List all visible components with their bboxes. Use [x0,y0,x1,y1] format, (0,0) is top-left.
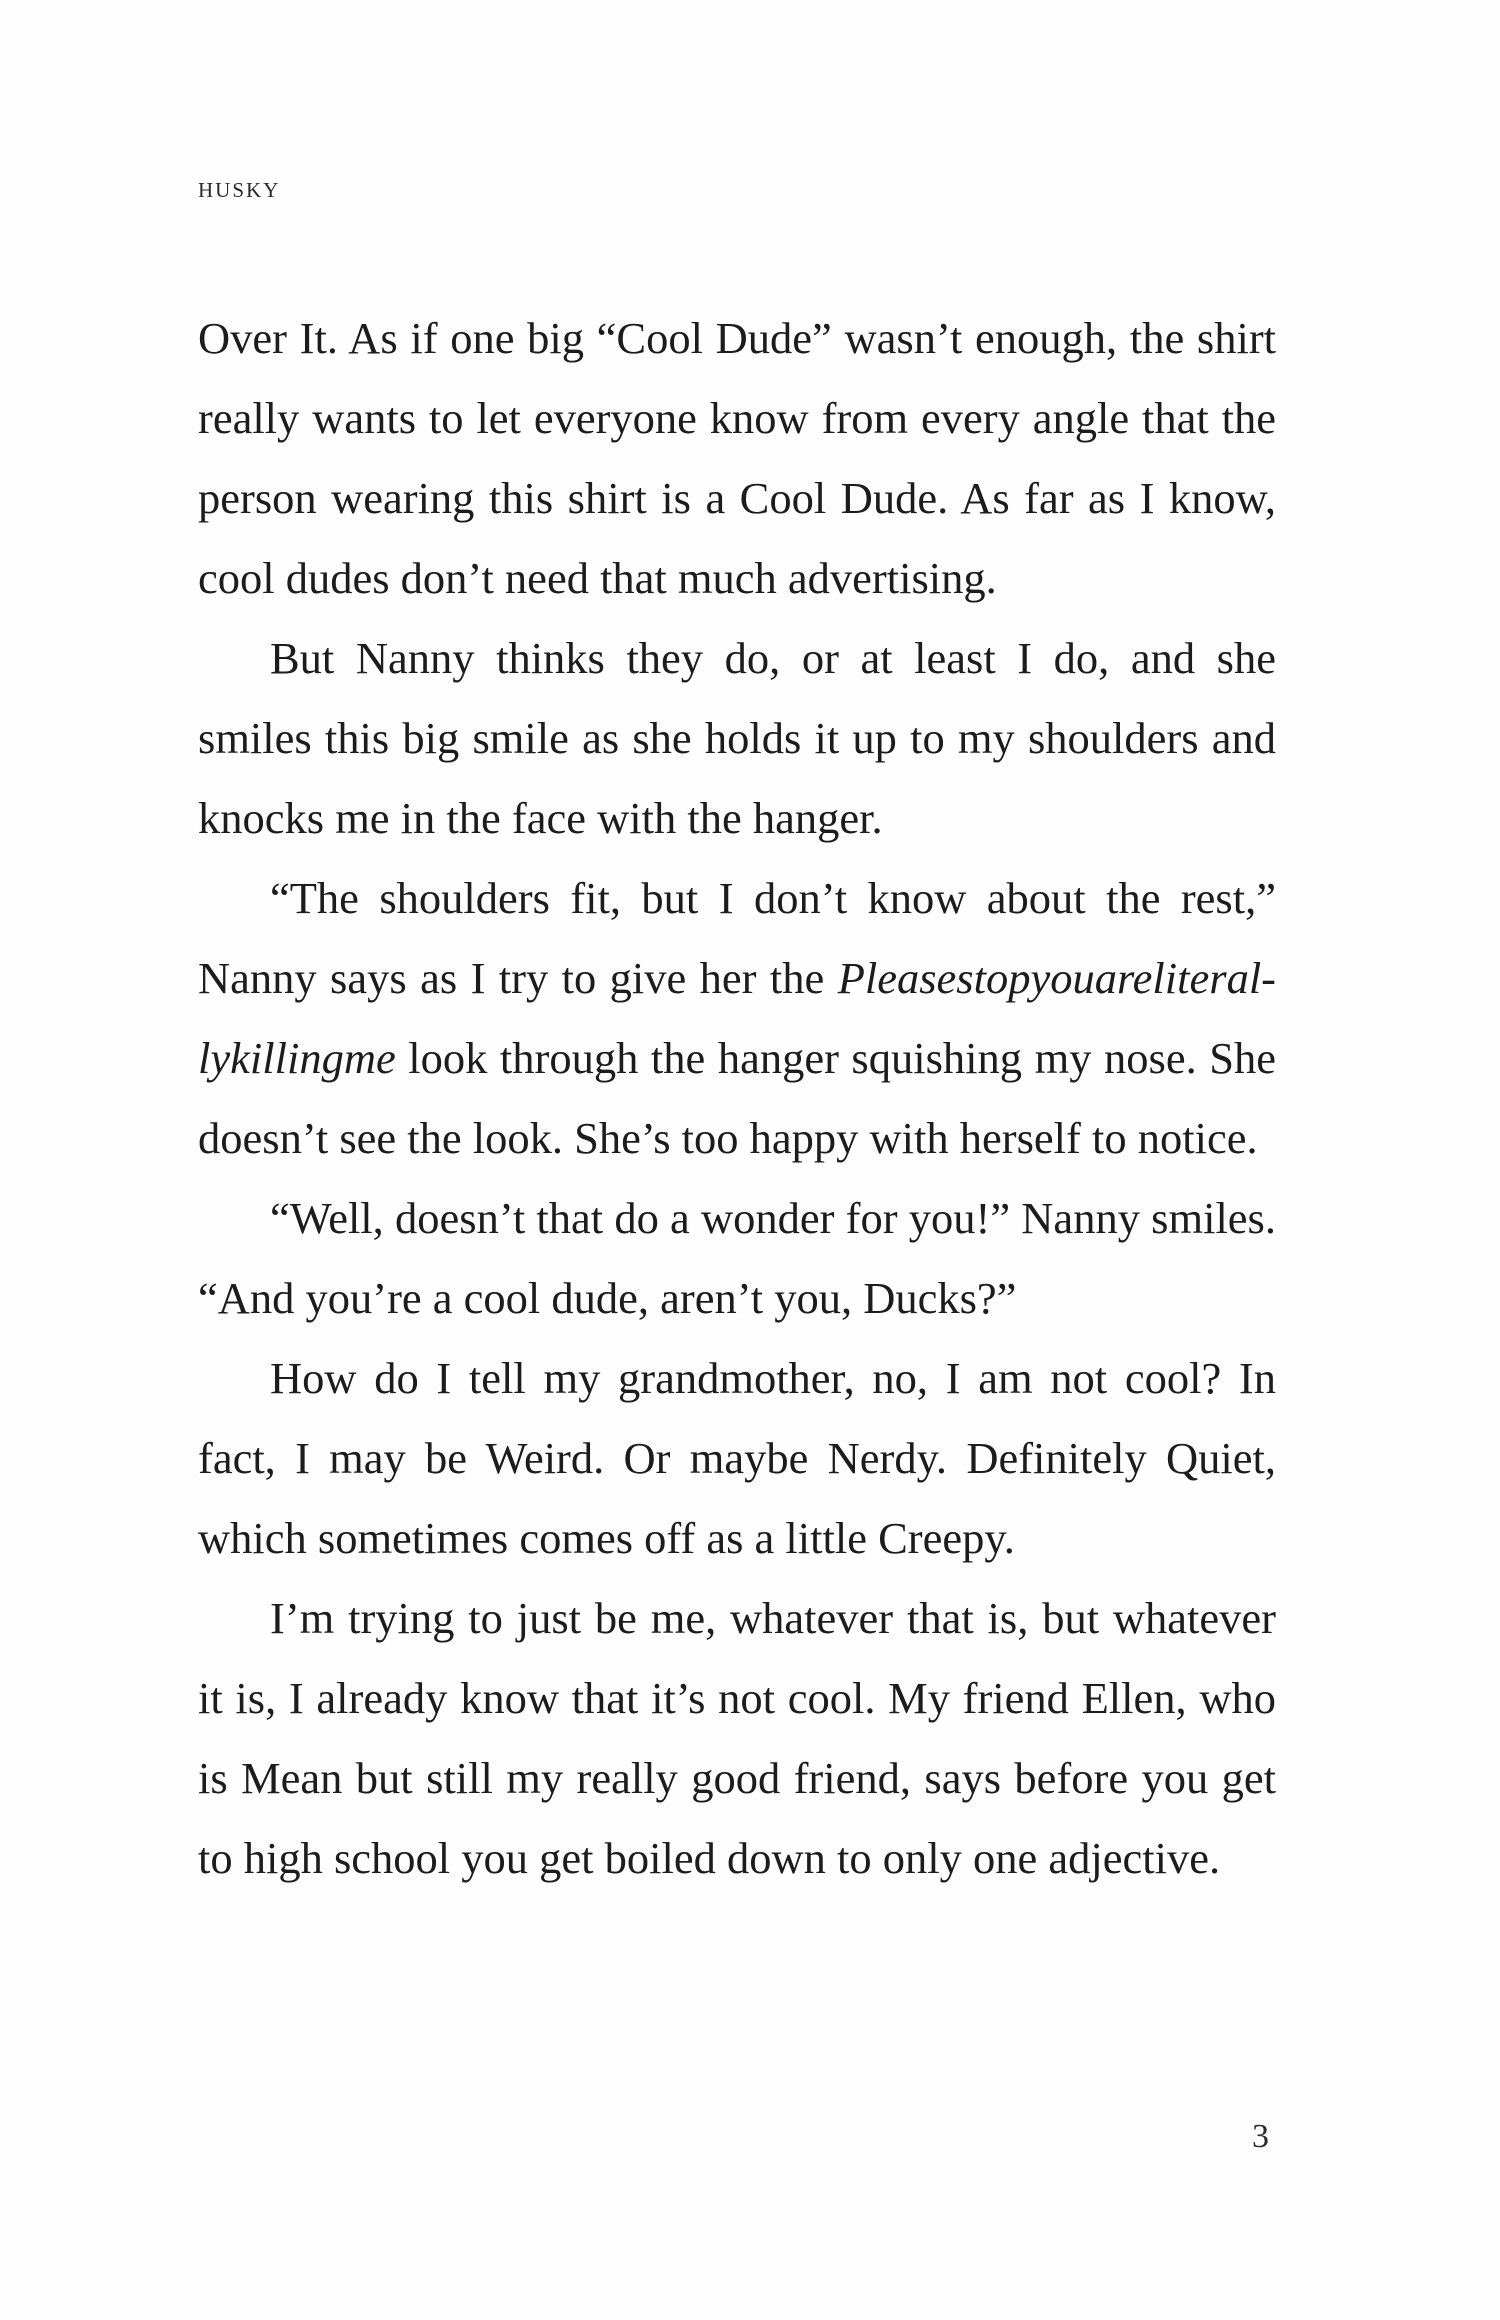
paragraph-continued: Over It. As if one big “Cool Dude” wasn’t enough, the shirt really wants to let everyone know from every angle that the person wearing this shirt is a Cool Dude. As far as I know, cool dudes don’t need that much advertising. [198,313,1276,603]
body-text [198,298,1276,1898]
paragraph-text: “The shoulders fit, but I don’t know about the rest,” Nanny says as I try to give her the [198,873,1276,1003]
paragraph: I’m trying to just be me, whatever that is, but whatever it is, I already know that it’s not cool. My friend Ellen, who is Mean but still my really good friend, says before you get to high school you get boiled down to only one adjective. [198,1593,1276,1883]
italic-phrase: Pleasestopyouareliteral-lykillingme [198,953,1276,1083]
paragraph-dialogue [198,858,1276,1178]
paragraph: But Nanny thinks they do, or at least I do, and she smiles this big smile as she holds it up to my shoulders and knocks me in the face with the hanger. [198,633,1276,843]
running-head: HUSKY [198,178,281,202]
paragraph: How do I tell my grandmother, no, I am not cool? In fact, I may be Weird. Or maybe Nerdy. Definitely Quiet, which sometimes comes off as a little Creepy. [198,1353,1276,1563]
page-number: 3 [1252,2118,1269,2155]
paragraph-text: look through the hanger squishing my nose. She doesn’t see the look. She’s too happy with herself to notice. [198,1033,1276,1163]
paragraph: “Well, doesn’t that do a wonder for you!” Nanny smiles. “And you’re a cool dude, aren’t you, Ducks?” [198,1193,1276,1323]
